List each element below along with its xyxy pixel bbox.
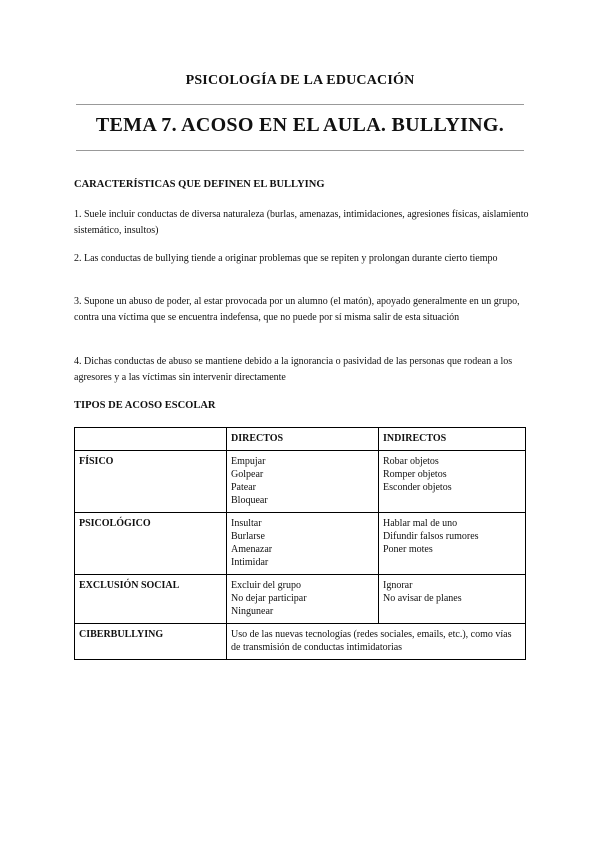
list-item: Patear [231,482,256,493]
types-heading: TIPOS DE ACOSO ESCOLAR [74,400,216,411]
table-row [75,513,526,575]
table-row [75,575,526,624]
row-label-exclusion-social: EXCLUSIÓN SOCIAL [75,575,227,624]
direct-cell [227,575,379,624]
page-title: TEMA 7. ACOSO EN EL AULA. BULLYING. [95,114,505,136]
characteristic-item-4: 4. Dichas conductas de abuso se mantiene debido a la ignorancia o pasividad de las personas que rodean a los agresores y a las víctimas sin intervenir directamente [74,356,513,383]
list-item: Burlarse [231,531,265,542]
table-header-direct: DIRECTOS [227,428,379,451]
direct-cell [227,451,379,513]
list-item: Golpear [231,469,264,480]
list-item: Poner motes [383,544,433,555]
direct-cell [227,513,379,575]
row-label-psicologico: PSICOLÓGICO [75,513,227,575]
list-item: Hablar mal de uno [383,518,458,529]
characteristics-heading: CARACTERÍSTICAS QUE DEFINEN EL BULLYING [74,179,325,190]
list-item: Esconder objetos [383,482,452,493]
list-item: Difundir falsos rumores [383,531,479,542]
list-item: Amenazar [231,544,273,555]
indirect-cell [379,575,526,624]
ciberbullying-description: Uso de las nuevas tecnologías (redes sociales, emails, etc.), como vías de transmisión de conductas intimidatorias [227,624,526,660]
list-item: No avisar de planes [383,593,462,604]
table-row [75,624,526,660]
list-item: Intimidar [231,557,269,568]
indirect-cell [379,513,526,575]
table-header-row [75,428,526,451]
list-item: Ningunear [231,606,274,617]
table-row [75,451,526,513]
indirect-cell [379,451,526,513]
bullying-types-table [74,427,526,660]
list-item: Bloquear [231,495,268,506]
table-header-empty [75,428,227,451]
list-item: Empujar [231,456,266,467]
table-header-indirect: INDIRECTOS [379,428,526,451]
characteristic-item-1: 1. Suele incluir conductas de diversa naturaleza (burlas, amenazas, intimidaciones, agresiones físicas, aislamiento sistemático, insultos) [74,209,529,236]
list-item: Insultar [231,518,262,529]
characteristic-item-2: 2. Las conductas de bullying tiende a originar problemas que se repiten y prolongan durante cierto tiempo [74,253,498,264]
list-item: Ignorar [383,580,413,591]
list-item: Robar objetos [383,456,439,467]
characteristic-item-3: 3. Supone un abuso de poder, al estar provocada por un alumno (el matón), apoyado generalmente en un grupo, contra una víctima que se encuentra indefensa, que no puede por sí misma salir de esta situación [74,296,520,323]
top-divider [76,104,524,105]
list-item: No dejar participar [231,593,307,604]
bottom-divider [76,150,524,151]
list-item: Excluir del grupo [231,580,301,591]
row-label-ciberbullying: CIBERBULLYING [75,624,227,660]
subject-heading: PSICOLOGÍA DE LA EDUCACIÓN [185,73,415,88]
row-label-fisico: FÍSICO [75,451,227,513]
list-item: Romper objetos [383,469,447,480]
